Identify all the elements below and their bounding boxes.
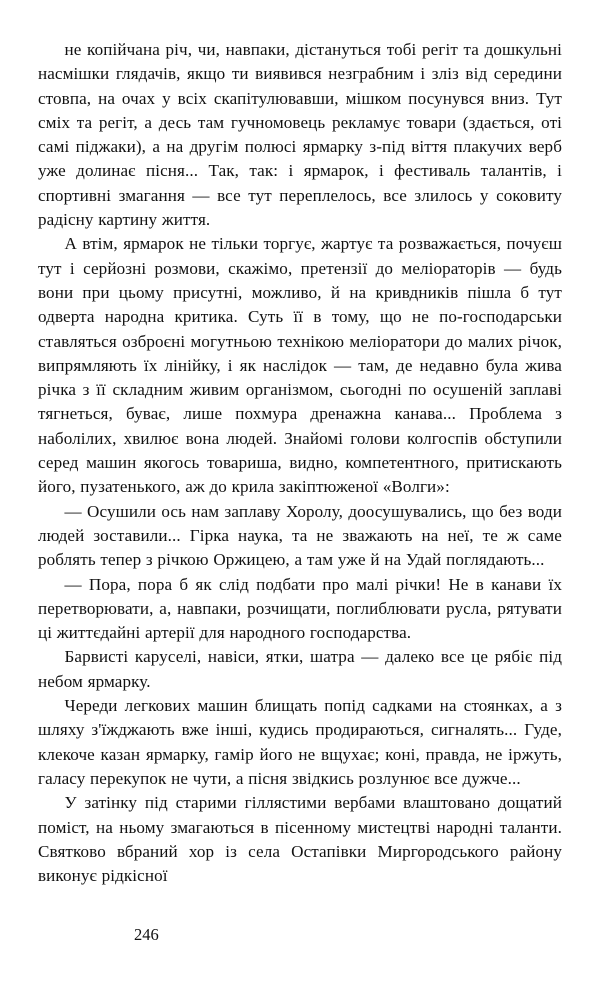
paragraph: А втім, ярмарок не тільки торгує, жартує та розважається, почуєш тут і серйозні розмови, скажімо, претензії до меліораторів — будь вони при цьому присутні, можливо, й на кривдників пішла б тут одверта народна критика. Суть її в тому, що не по-господарськи ставляться озброєні могутньою технікою меліоратори до малих річок, випрямляють їх лінійку, і як наслідок — там, де недавно була жива річка з її складним живим організмом, сьогодні по осушеній заплаві тягнеться, буває, лише похмура дренажна канава... Проблема з наболілих, хвилює вона людей. Знайомі голови колгоспів обступили серед машин якогось товариша, видно, компетентного, притискають його, пузатенького, аж до крила закіптюженої «Волги»: <box>38 234 562 497</box>
paragraph-dialogue: — Осушили ось нам заплаву Хоролу, доосушувались, що без води людей зоставили... Гірка наука, та не зважають на неї, те ж саме роблять тепер з річкою Оржицею, а там уже й на Удай поглядають... <box>38 501 562 570</box>
page-text-body <box>38 38 562 888</box>
paragraph: У затінку під старими гіллястими вербами влаштовано дощатий поміст, на ньому змагаються в пісенному мистецтві народні таланти. Святково вбраний хор із села Остапівки Миргородського району виконує рідкісної <box>38 793 562 886</box>
paragraph: Барвисті каруселі, навіси, ятки, шатра — далеко все це рябіє під небом ярмарку. <box>38 647 562 691</box>
paragraph-dialogue: — Пора, пора б як слід подбати про малі річки! Не в канави їх перетворювати, а, навпаки, розчищати, поглиблювати русла, рятувати ці життєдайні артерії для народного господарства. <box>38 574 562 643</box>
paragraph: Череди легкових машин блищать попід садками на стоянках, а з шляху з'їжджають вже інші, кудись продираються, сигналять... Гуде, клекоче казан ярмарку, гамір його не вщухає; коні, правда, не іржуть, галасу перекупок не чути, а пісня звідкись розлунює все дужче... <box>38 696 562 788</box>
paragraph: не копійчана річ, чи, навпаки, дістануться тобі регіт та дошкульні насмішки глядачів, якщо ти виявився незграбним і зліз від середини стовпа, на очах у всіх скапітулювавши, мішком посунувся вниз. Тут сміх та регіт, а десь там гучномовець рекламує товари (здається, оті самі піджаки), а на другім полюсі ярмарку з-під віття плакучих верб уже долинає пісня... Так, так: і ярмарок, і фестиваль талантів, і спортивні змагання — все тут переплелось, все злилось у соковиту радісну картину життя. <box>38 40 562 230</box>
page-number: 246 <box>134 925 159 944</box>
